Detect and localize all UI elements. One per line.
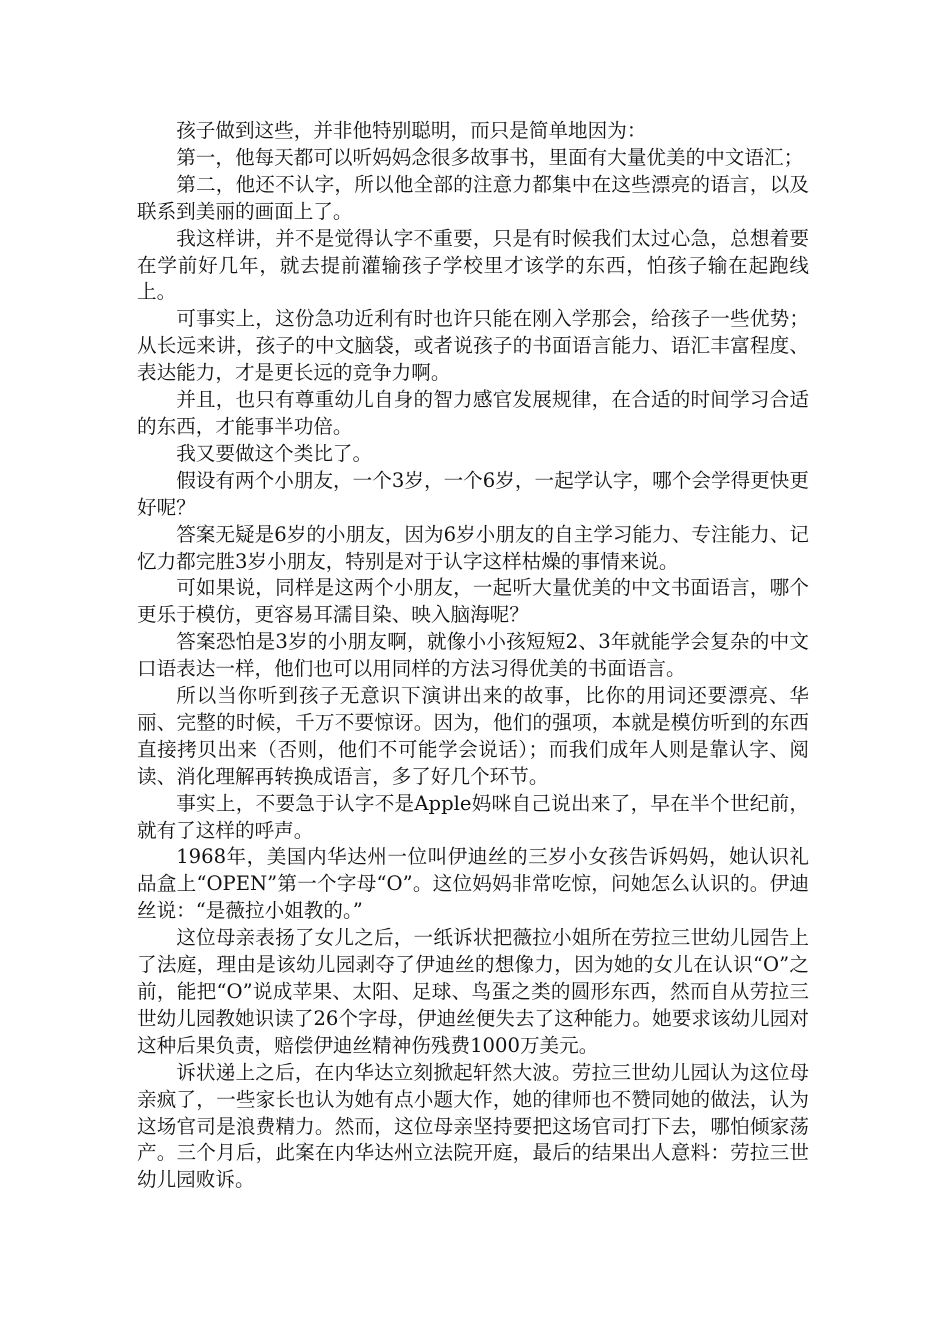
paragraph: 假设有两个小朋友，一个3岁，一个6岁，一起学认字，哪个会学得更快更好呢？	[137, 468, 809, 519]
paragraph: 我又要做这个类比了。	[176, 441, 373, 465]
paragraph: 所以当你听到孩子无意识下演讲出来的故事，比你的用词还要漂亮、华丽、完整的时候，千万不要惊讶。因为，他们的强项，本就是模仿听到的东西直接拷贝出来（否则，他们不可能学会说话）；而我们成年人则是靠认字、阅读、消化理解再转换成语言，多了好几个环节。	[137, 684, 809, 788]
article-body	[137, 118, 809, 1194]
paragraph: 我这样讲，并不是觉得认字不重要，只是有时候我们太过心急，总想着要在学前好几年，就去提前灌输孩子学校里才该学的东西，怕孩子输在起跑线上。	[137, 226, 809, 304]
paragraph: 答案无疑是6岁的小朋友，因为6岁小朋友的自主学习能力、专注能力、记忆力都完胜3岁小朋友，特别是对于认字这样枯燥的事情来说。	[137, 522, 809, 573]
paragraph: 可如果说，同样是这两个小朋友，一起听大量优美的中文书面语言，哪个更乐于模仿，更容易耳濡目染、映入脑海呢？	[137, 576, 809, 627]
paragraph: 诉状递上之后，在内华达立刻掀起轩然大波。劳拉三世幼儿园认为这位母亲疯了，一些家长也认为她有点小题大作，她的律师也不赞同她的做法，认为这场官司是浪费精力。然而，这位母亲坚持要把这场官司打下去，哪怕倾家荡产。三个月后，此案在内华达州立法院开庭，最后的结果出人意料：劳拉三世幼儿园败诉。	[137, 1060, 809, 1192]
paragraph: 第一，他每天都可以听妈妈念很多故事书，里面有大量优美的中文语汇；	[176, 145, 804, 169]
paragraph: 1968年，美国内华达州一位叫伊迪丝的三岁小女孩告诉妈妈，她认识礼品盒上“OPEN”第一个字母“O”。这位妈妈非常吃惊，问她怎么认识的。伊迪丝说：“是薇拉小姐教的。”	[137, 845, 809, 923]
paragraph: 可事实上，这份急功近利有时也许只能在刚入学那会，给孩子一些优势；从长远来讲，孩子的中文脑袋，或者说孩子的书面语言能力、语汇丰富程度、表达能力，才是更长远的竞争力啊。	[137, 307, 809, 385]
paragraph: 这位母亲表扬了女儿之后，一纸诉状把薇拉小姐所在劳拉三世幼儿园告上了法庭，理由是该幼儿园剥夺了伊迪丝的想像力，因为她的女儿在认识“O”之前，能把“O”说成苹果、太阳、足球、鸟蛋之类的圆形东西，然而自从劳拉三世幼儿园教她识读了26个字母，伊迪丝便失去了这种能力。她要求该幼儿园对这种后果负责，赔偿伊迪丝精神伤残费1000万美元。	[137, 926, 809, 1057]
paragraph: 事实上，不要急于认字不是Apple妈咪自己说出来了，早在半个世纪前，就有了这样的呼声。	[137, 791, 809, 842]
paragraph: 并且，也只有尊重幼儿自身的智力感官发展规律，在合适的时间学习合适的东西，才能事半功倍。	[137, 388, 809, 438]
paragraph: 孩子做到这些，并非他特别聪明，而只是简单地因为：	[176, 119, 647, 142]
paragraph: 答案恐怕是3岁的小朋友啊，就像小小孩短短2、3年就能学会复杂的中文口语表达一样，他们也可以用同样的方法习得优美的书面语言。	[137, 630, 809, 681]
paragraph: 第二，他还不认字，所以他全部的注意力都集中在这些漂亮的语言，以及联系到美丽的画面上了。	[137, 172, 809, 223]
